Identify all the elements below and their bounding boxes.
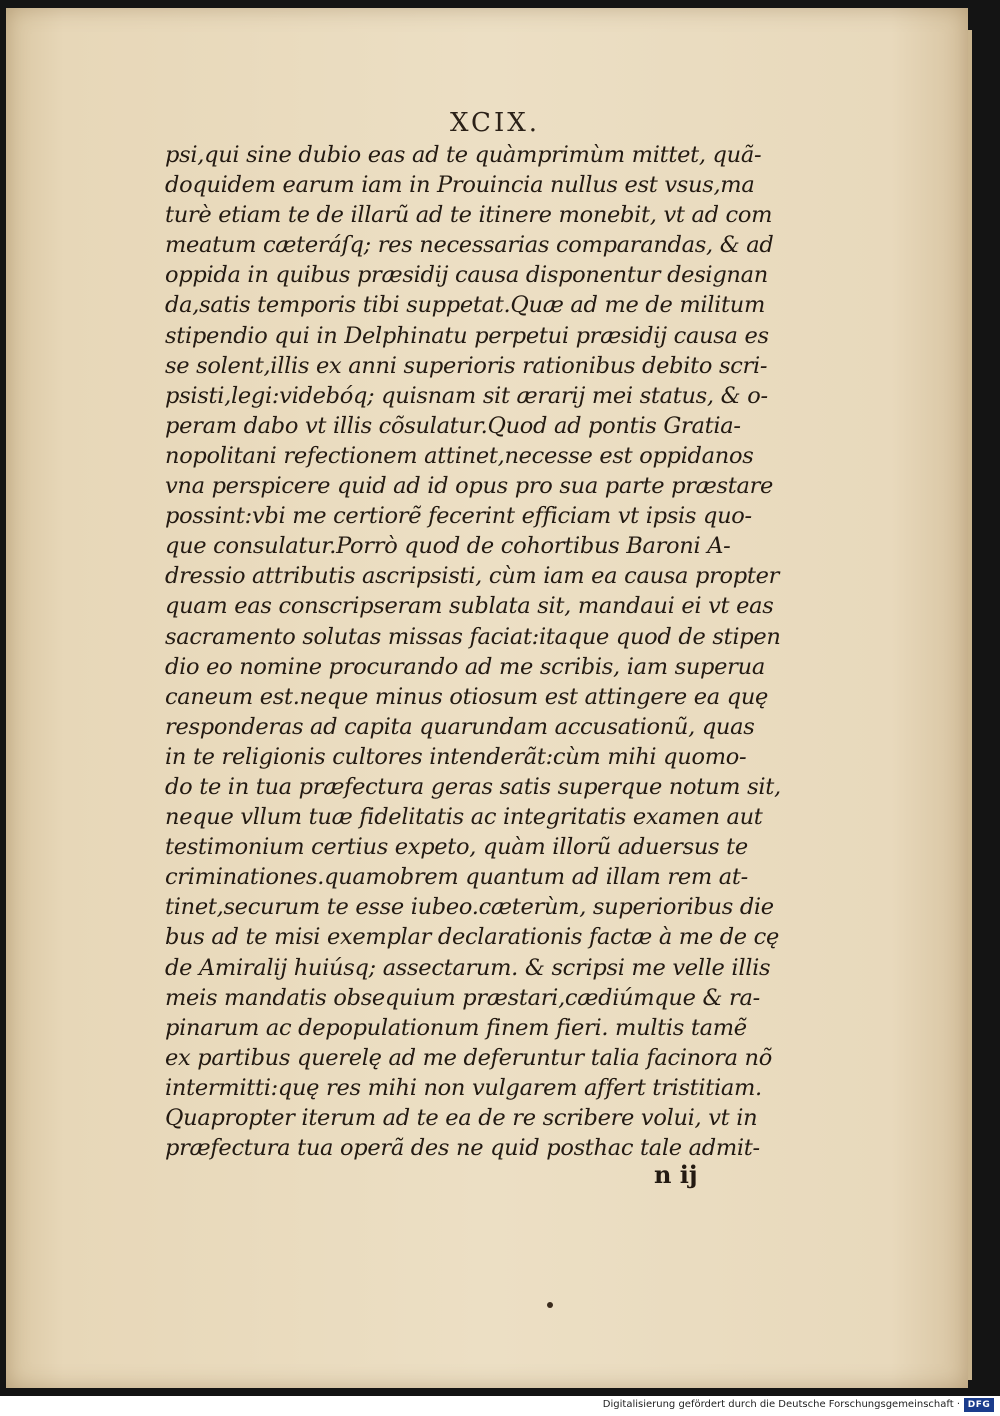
footer-bar bbox=[0, 1396, 1000, 1416]
text-line: peram dabo vt illis cõsulatur.Quod ad pontis Gratia- bbox=[165, 412, 741, 439]
text-line: intermitti:quę res mihi non vulgarem affert tristitiam. bbox=[165, 1074, 762, 1101]
text-line: neque vllum tuæ fidelitatis ac integritatis examen aut bbox=[165, 804, 763, 831]
text-line: de Amiralij huiúsq; assectarum. & scripsi me velle illis bbox=[165, 954, 771, 981]
text-line: criminationes.quamobrem quantum ad illam rem at- bbox=[165, 864, 748, 891]
text-line: dio eo nomine procurando ad me scribis, iam superua bbox=[165, 653, 765, 680]
text-line: stipendio qui in Delphinatu perpetui præsidij causa es bbox=[165, 322, 769, 349]
footer-credit: Digitalisierung gefördert durch die Deutsche Forschungsgemeinschaft · bbox=[602, 1399, 960, 1410]
signature-mark: n ij bbox=[654, 1160, 698, 1189]
folio-number: XCIX. bbox=[450, 108, 540, 138]
text-line: meatum cæteráſq; res necessarias comparandas, & ad bbox=[165, 232, 774, 259]
text-line: vna perspicere quid ad id opus pro sua parte præstare bbox=[165, 473, 774, 500]
text-line: caneum est.neque minus otiosum est attingere ea quę bbox=[165, 683, 769, 710]
body-text bbox=[165, 140, 790, 1163]
text-line: dressio attributis ascripsisti, cùm iam ea causa propter bbox=[165, 563, 780, 590]
text-line: turè etiam te de illarũ ad te itinere monebit, vt ad com bbox=[165, 202, 773, 229]
text-line: do te in tua præfectura geras satis superque notum sit, bbox=[165, 773, 781, 800]
text-line: testimonium certius expeto, quàm illorũ aduersus te bbox=[165, 834, 748, 861]
text-line: tinet,securum te esse iubeo.cæterùm, superioribus die bbox=[165, 894, 774, 921]
text-line: psi,qui sine dubio eas ad te quàmprimùm mittet, quã- bbox=[165, 142, 762, 168]
text-line: in te religionis cultores intenderãt:cùm mihi quomo- bbox=[165, 743, 747, 770]
text-line: que consulatur.Porrò quod de cohortibus Baroni A- bbox=[165, 533, 731, 560]
text-line: pinarum ac depopulationum finem fieri. multis tamẽ bbox=[165, 1014, 747, 1041]
text-line: doquidem earum iam in Prouincia nullus est vsus,ma bbox=[165, 172, 755, 199]
text-line: ex partibus querelę ad me deferuntur talia facinora nõ bbox=[165, 1044, 772, 1071]
text-line: responderas ad capita quarundam accusationũ, quas bbox=[165, 713, 755, 740]
text-line: possint:vbi me certiorẽ fecerint efficiam vt ipsis quo- bbox=[165, 503, 752, 530]
text-line: psisti,legi:videbóq; quisnam sit ærarij mei status, & o- bbox=[165, 382, 768, 409]
text-line: meis mandatis obsequium præstari,cædiúmque & ra- bbox=[165, 984, 760, 1011]
dfg-logo-icon: DFG bbox=[964, 1398, 994, 1412]
text-line: præfectura tua operã des ne quid posthac tale admit- bbox=[165, 1135, 760, 1162]
text-line: sacramento solutas missas faciat:itaque quod de stipen bbox=[165, 623, 781, 650]
ink-dot bbox=[547, 1302, 553, 1308]
text-line: quam eas conscripseram sublata sit, mandaui ei vt eas bbox=[165, 593, 774, 620]
text-line: da,satis temporis tibi suppetat.Quæ ad me de militum bbox=[165, 292, 766, 319]
text-line: se solent,illis ex anni superioris rationibus debito scri- bbox=[165, 352, 768, 379]
text-line: bus ad te misi exemplar declarationis factæ à me de cę bbox=[165, 924, 779, 951]
text-line: oppida in quibus præsidij causa disponentur designan bbox=[165, 262, 768, 289]
page-edge bbox=[968, 30, 972, 1380]
text-line: nopolitani refectionem attinet,necesse est oppidanos bbox=[165, 442, 754, 469]
text-line: Quapropter iterum ad te ea de re scribere volui, vt in bbox=[165, 1105, 758, 1131]
